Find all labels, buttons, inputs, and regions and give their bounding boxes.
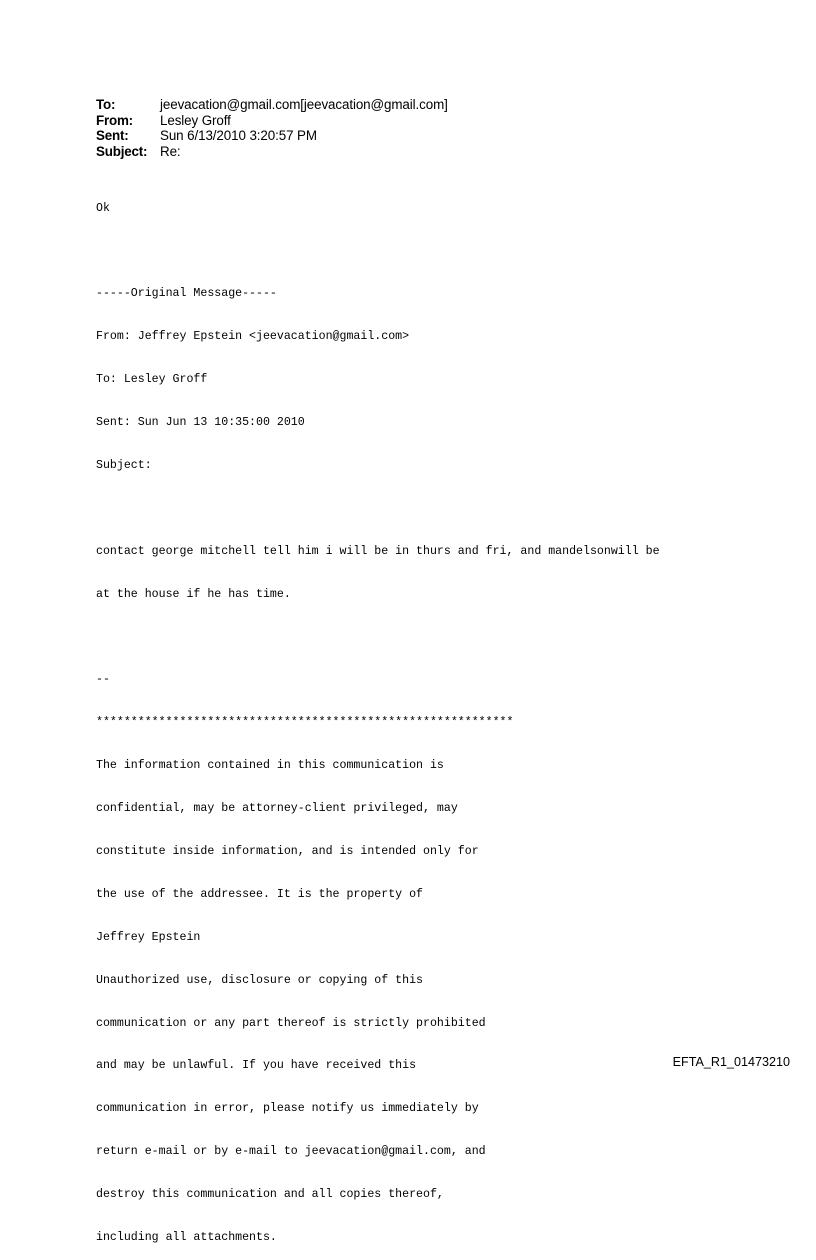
disclaimer-line: communication or any part thereof is strictly prohibited [96,1016,486,1030]
original-to: To: Lesley Groff [96,373,208,387]
disclaimer-line: including all attachments. [96,1230,277,1244]
disclaimer-line: confidential, may be attorney-client privileged, may [96,802,458,816]
email-body [96,173,660,1260]
original-from: From: Jeffrey Epstein <jeevacation@gmail.com> [96,330,410,344]
subject-row [96,144,448,160]
from-value: Lesley Groff [160,112,231,128]
email-header [96,97,448,159]
disclaimer-line: communication in error, please notify us immediately by [96,1102,479,1116]
disclaimer-line: The information contained in this communication is [96,759,444,773]
disclaimer-line: return e-mail or by e-mail to jeevacation@gmail.com, and [96,1145,486,1159]
disclaimer-line: and may be unlawful. If you have received this [96,1059,417,1073]
disclaimer-line: constitute inside information, and is intended only for [96,844,479,858]
document-id: EFTA_R1_01473210 [672,1055,790,1069]
sent-value: Sun 6/13/2010 3:20:57 PM [160,128,317,143]
disclaimer-line: Jeffrey Epstein [96,930,201,944]
message-line: at the house if he has time. [96,587,291,601]
sent-row [96,128,448,144]
subject-label: Subject: [96,143,148,159]
original-sent: Sent: Sun Jun 13 10:35:00 2010 [96,416,305,430]
to-row [96,97,448,113]
disclaimer-line: Unauthorized use, disclosure or copying of this [96,973,423,987]
message-line: contact george mitchell tell him i will be in thurs and fri, and mandelsonwill be [96,544,660,558]
signature-dash: -- [96,673,110,687]
to-value: jeevacation@gmail.com[jeevacation@gmail.com] [160,97,448,112]
reply-text: Ok [96,201,110,215]
from-row [96,113,448,129]
disclaimer-line: the use of the addressee. It is the property of [96,887,423,901]
disclaimer-line: destroy this communication and all copies thereof, [96,1188,444,1202]
subject-value: Re: [160,143,181,159]
from-label: From: [96,112,133,128]
original-subject: Subject: [96,458,152,472]
original-message-divider: -----Original Message----- [96,287,277,301]
sent-label: Sent: [96,128,129,143]
to-label: To: [96,97,116,112]
asterisk-divider: ************************************************************ [96,716,514,730]
